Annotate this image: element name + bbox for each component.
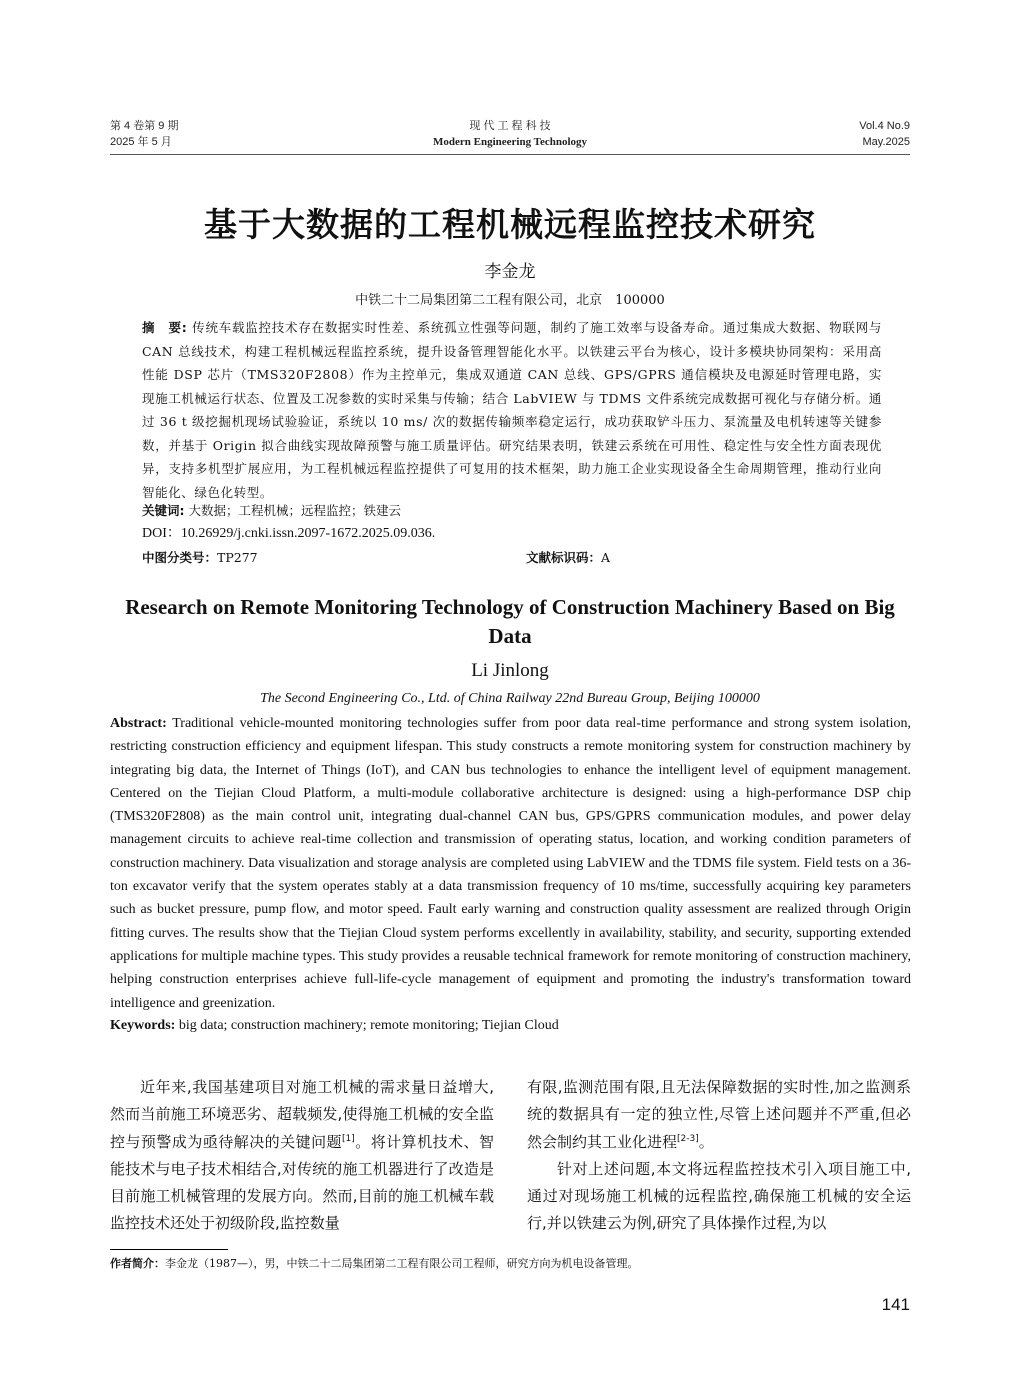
doc-code-line bbox=[526, 547, 826, 569]
paper-title-en: Research on Remote Monitoring Technology of Construction Machinery Based on Big Data bbox=[125, 595, 895, 648]
author-footnote bbox=[110, 1256, 910, 1272]
keywords-en bbox=[110, 1016, 911, 1036]
author-zh: 李金龙 bbox=[484, 262, 536, 282]
body-column-left bbox=[110, 1074, 494, 1238]
abstract-zh-label: 摘 要: bbox=[142, 320, 188, 335]
journal-name-zh: 现 代 工 程 科 技 bbox=[469, 120, 551, 132]
clc-label: 中图分类号： bbox=[142, 550, 218, 565]
abstract-zh bbox=[142, 316, 882, 504]
citation-ref: [1] bbox=[342, 1133, 355, 1144]
clc-value: TP277 bbox=[217, 550, 258, 565]
date-zh: 2025 年 5 月 bbox=[110, 136, 172, 148]
body-text: 。将计算机技术、智能技术与电子技术相结合,对传统的施工机器进行了改造是目前施工机械管理的发展方向。然而,目前的施工机械车载监控技术还处于初级阶段,监控数量 bbox=[110, 1132, 494, 1233]
doi-line bbox=[142, 523, 882, 545]
keywords-zh-label: 关键词: bbox=[142, 503, 185, 518]
header-left bbox=[110, 118, 178, 150]
header-center bbox=[300, 118, 720, 150]
affiliation-en: The Second Engineering Co., Ltd. of China Railway 22nd Bureau Group, Beijing 100000 bbox=[260, 691, 760, 706]
keywords-zh-text: 大数据；工程机械；远程监控；铁建云 bbox=[188, 503, 401, 518]
body-paragraph bbox=[527, 1074, 911, 1156]
doc-code-value: A bbox=[601, 550, 611, 565]
header-rule bbox=[110, 154, 910, 155]
author-en: Li Jinlong bbox=[471, 660, 549, 681]
keywords-en-text: big data; construction machinery; remote monitoring; Tiejian Cloud bbox=[178, 1018, 559, 1033]
keywords-en-label: Keywords: bbox=[110, 1018, 176, 1033]
body-text: 近年来,我国基建项目对施工机械的需求量日益增大,然而当前施工环境恶劣、超载频发,使得施工机械的安全监控与预警成为亟待解决的关键问题 bbox=[110, 1078, 494, 1151]
body-text: 有限,监测范围有限,且无法保障数据的实时性,加之监测系统的数据具有一定的独立性,尽管上述问题并不严重,但必然会制约其工业化进程 bbox=[527, 1078, 911, 1151]
doi-label: DOI： bbox=[142, 526, 181, 541]
doi-value: 10.26929/j.cnki.issn.2097-1672.2025.09.036. bbox=[180, 526, 436, 541]
affiliation-zh: 中铁二十二局集团第二工程有限公司，北京 100000 bbox=[355, 293, 665, 308]
abstract-en bbox=[110, 712, 911, 1015]
keywords-zh bbox=[142, 500, 882, 522]
date-en: May.2025 bbox=[862, 136, 910, 148]
footnote-label: 作者简介： bbox=[110, 1257, 165, 1270]
volume-issue-zh: 第 4 卷第 9 期 bbox=[110, 120, 179, 132]
footnote-text: 李金龙（1987—），男，中铁二十二局集团第二工程有限公司工程师，研究方向为机电设备管理。 bbox=[165, 1257, 639, 1270]
doc-code-label: 文献标识码： bbox=[526, 550, 602, 565]
body-column-right bbox=[527, 1074, 911, 1238]
abstract-en-text: Traditional vehicle-mounted monitoring technologies suffer from poor data real-time performance and strong system isolation, restricting construction efficiency and equipment lifespan. This study constructs a remote monitoring system for construction machinery by integrating big data, the Internet of Things (IoT), and CAN bus technologies to enhance the intelligent level of equipment management. Centered on the Tiejian Cloud Platform, a multi-module collaborative architecture is designed: using a high-performance DSP chip (TMS320F2808) as the main control unit, integrating dual-channel CAN bus, GPS/GPRS communication modules, and power delay management circuits to achieve real-time collection and transmission of operating status, location, and working condition parameters of construction machinery. Data visualization and storage analysis are completed using LabVIEW and the TDMS file system. Field tests on a 36-ton excavator verify that the system operates stably at a data transmission frequency of 10 ms/time, successfully acquiring key parameters such as bucket pressure, pump flow, and motor speed. Fault early warning and construction quality assessment are realized through Origin fitting curves. The results show that the Tiejian Cloud system performs excellently in availability, stability, and security, supporting extended applications for multiple machine types. This study provides a reusable technical framework for remote monitoring of construction machinery, helping construction enterprises achieve full-life-cycle management of equipment and promoting the industry's transformation toward intelligence and greenization. bbox=[110, 716, 911, 1011]
paper-title-zh: 基于大数据的工程机械远程监控技术研究 bbox=[204, 205, 816, 244]
header-right bbox=[859, 118, 910, 150]
footnote-rule bbox=[110, 1249, 228, 1250]
journal-name-en: Modern Engineering Technology bbox=[432, 136, 588, 148]
body-text: 。 bbox=[698, 1132, 714, 1151]
citation-ref: [2-3] bbox=[677, 1133, 699, 1144]
page-number: 141 bbox=[881, 1295, 910, 1314]
clc-line bbox=[142, 547, 522, 569]
abstract-zh-text: 传统车载监控技术存在数据实时性差、系统孤立性强等问题，制约了施工效率与设备寿命。通过集成大数据、物联网与 CAN 总线技术，构建工程机械远程监控系统，提升设备管理智能化水平。以铁建云平台为核心，设计多模块协同架构：采用高性能 DSP 芯片（TMS320F2808）作为主控单元，集成双通道 CAN 总线、GPS/GPRS 通信模块及电源延时管理电路，实现施工机械运行状态、位置及工况参数的实时采集与传输；结合 LabVIEW 与 TDMS 文件系统完成数据可视化与存储分析。通过 36 t 级挖掘机现场试验验证，系统以 10 ms/ 次的数据传输频率稳定运行，成功获取铲斗压力、泵流量及电机转速等关键参数，并基于 Origin 拟合曲线实现故障预警与施工质量评估。研究结果表明，铁建云系统在可用性、稳定性与安全性方面表现优异，支持多机型扩展应用，为工程机械远程监控提供了可复用的技术框架，助力施工企业实现设备全生命周期管理，推动行业向智能化、绿色化转型。 bbox=[142, 320, 883, 500]
body-paragraph: 针对上述问题,本文将远程监控技术引入项目施工中,通过对现场施工机械的远程监控,确保施工机械的安全运行,并以铁建云为例,研究了具体操作过程,为以 bbox=[527, 1159, 911, 1233]
volume-issue-en: Vol.4 No.9 bbox=[859, 120, 910, 132]
body-paragraph bbox=[110, 1074, 494, 1238]
abstract-en-label: Abstract: bbox=[110, 716, 167, 731]
